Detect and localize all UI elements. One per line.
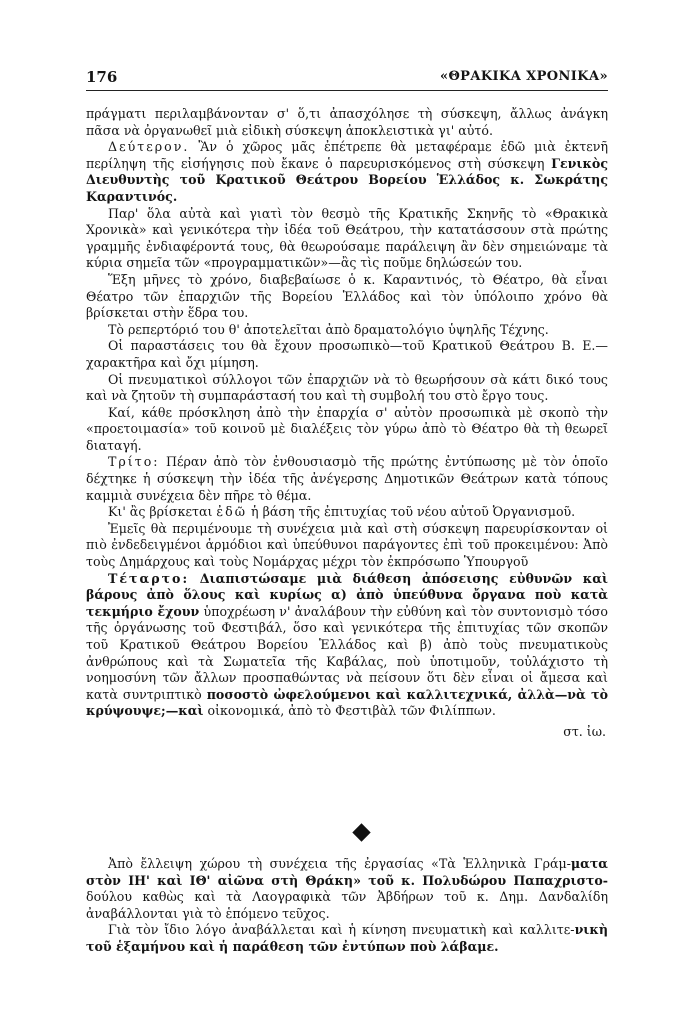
paragraph-5: Τὸ ρεπερτόριό του θ' ἀποτελεῖται ἀπὸ δραματολόγιο ὑψηλῆς Τέχνης. (108, 321, 549, 337)
paragraph-12-bold: Διαπιστώσαμε μιὰ διάθεση ἀπόσεισης εὐθυνῶν καὶ βάρους ἀπὸ ὅλους καὶ κυρίως α) ἀπὸ ὑπεύθυνα ὄργανα ποὺ κατὰ τεκμήριο ἔχουν (86, 570, 608, 619)
paragraph-2-bold: Γενικὸς Διευθυντὴς τοῦ Κρατικοῦ Θεάτρου Βορείου Ἑλλάδος κ. Σωκράτης Καραντινός. (86, 155, 608, 204)
paragraph-12 (86, 571, 608, 720)
editorial-note (86, 856, 608, 956)
paragraph-3: Παρ' ὅλα αὐτὰ καὶ γιατὶ τὸν θεσμὸ τῆς Κρατικῆς Σκηνῆς τὸ «Θρακικὰ Χρονικὰ» καὶ γενικότερα τὴν ἰδέα τοῦ Θεάτρου, τὴν κατατάσσουν στὰ πρώτης γραμμῆς ἐνδιαφέροντά τους, θὰ θεωρούσαμε παράλειψη ἂν δὲν σημειώναμε τὰ κύρια σημεῖα τῶν «προγραμματικῶν»—ἂς τὶς ποῦμε δηλώσεών του. (86, 205, 608, 271)
header-rule (86, 90, 608, 91)
paragraph-10-a: Κι' ἂς βρίσκεται (108, 504, 217, 520)
paragraph-10-b: ἡ βάση τῆς ἐπιτυχίας τοῦ νέου αὐτοῦ Ὀργανισμοῦ. (247, 504, 576, 520)
paragraph-9-text: Πέραν ἀπὸ τὸν ἐνθουσιασμὸ τῆς πρώτης ἐντύπωσης μὲ τὸν ὁποῖο δέχτηκε ἡ σύσκεψη τὴν ἰδέα τῆς ἀνέγερσης Δημοτικῶν Θεάτρων κατὰ τόπους καμμιὰ συνέχεια δὲν πῆρε τὸ θέμα. (86, 454, 608, 503)
section-label-third: Τρίτο: (108, 454, 160, 470)
note-1-bold: ματα στὸν ΙΗ' καὶ ΙΘ' αἰῶνα στὴ Θράκη» τοῦ κ. Πολυδώρου Παπαχριστο- (86, 856, 608, 888)
paragraph-8: Καί, κάθε πρόσκληση ἀπὸ τὴν ἐπαρχία σ' αὐτὸν προσωπικὰ μὲ σκοπὸ τὴν «προετοιμασία» τοῦ κοινοῦ μὲ διαλέξεις τὸν γύρω ἀπὸ τὸ Θέατρο θὰ τὴ θεωρεῖ διαταγή. (86, 404, 608, 453)
paragraph-1: πράγματι περιλαμβάνονταν σ' ὅ,τι ἀπασχόλησε τὴ σύσκεψη, ἄλλως ἀνάγκη πᾶσα νὰ ὀργανωθεῖ μιὰ εἰδικὴ σύσκεψη ἀποκλειστικὰ γι' αὐτό. (86, 106, 608, 138)
section-label-fourth: Τέταρτο: (108, 570, 190, 586)
paragraph-7: Οἱ πνευματικοὶ σύλλογοι τῶν ἐπαρχιῶν νὰ τὸ θεωρήσουν σὰ κάτι δικό τους καὶ νὰ ζητοῦν τὴ συμπαράστασή του καὶ τὴ συμβολή του στὸ ἔργο τους. (86, 371, 608, 404)
black-diamond-icon (352, 823, 370, 841)
note-paragraph-2 (86, 922, 608, 955)
note-paragraph-1 (86, 856, 608, 922)
running-head: «ΘΡΑΚΙΚΑ ΧΡΟΝΙΚΑ» (439, 69, 608, 84)
paragraph-12-text: ὑποχρέωση ν' ἀναλάβουν τὴν εὐθύνη καὶ τὸν συντονισμὸ τόσο τῆς ὀργάνωσης τοῦ Φεστιβάλ, ὅσο καὶ γενικότερα τῆς ἐπιτυχίας τῶν σκοπῶν τοῦ Κρατικοῦ Θεάτρου Βορείου Ἑλλάδος καὶ β) ἀπὸ τοὺς πνευματικοὺς ἀνθρώπους καὶ τὰ Σωματεῖα τῆς Καβάλας, ποὺ ὑποτιμοῦν, τοὐλάχιστο τὴ νοημοσύνη τῶν ἄλλων προσπαθώντας νὰ πείσουν ὅτι δὲν εἶναι οἱ ἄμεσα καὶ κατὰ συντριπτικὸ (86, 603, 608, 702)
paragraph-4: Ἕξη μῆνες τὸ χρόνο, διαβεβαίωσε ὁ κ. Καραντινός, τὸ Θέατρο, θὰ εἶναι Θέατρο τῶν ἐπαρχιῶν τῆς Βορείου Ἑλλάδος καὶ τὸν ὑπόλοιπο χρόνο θὰ βρίσκεται στὴν ἕδρα του. (86, 271, 608, 321)
section-label-second: Δεύτερον. (108, 139, 190, 155)
note-1-b: δούλου καθὼς καὶ τὰ Λαογραφικὰ τῶν Ἀβδήρων τοῦ κ. Δημ. Δανδαλίδη ἀναβάλλονται γιὰ τὸ ἑπόμενο τεῦχος. (86, 889, 608, 921)
note-2-a: Γιὰ τὸν ἴδιο λόγο ἀναβάλλεται καὶ ἡ κίνηση πνευματικὴ καὶ καλλιτε- (108, 922, 575, 938)
paragraph-12-end: οἰκονομικά, ἀπὸ τὸ Φεστιβὰλ τῶν Φιλίππων. (203, 703, 496, 719)
article-body (86, 106, 608, 741)
paragraph-11: Ἐμεῖς θὰ περιμένουμε τὴ συνέχεια μιὰ καὶ στὴ σύσκεψη παρευρίσκονταν οἱ πιὸ ἐνδεδειγμένοι ἁρμόδιοι καὶ ὑπεύθυνοι παράγοντες ἐπὶ τοῦ προκειμένου: Ἀπὸ τοὺς Δημάρχους καὶ τοὺς Νομάρχας μέχρι τὸν ἐκπρόσωπο Ὑπουργοῦ (86, 520, 608, 570)
note-1-a: Ἀπὸ ἔλλειψη χώρου τὴ συνέχεια τῆς ἐργασίας «Τὰ Ἑλληνικὰ Γράμ- (108, 856, 571, 871)
paragraph-10 (86, 504, 608, 521)
paragraph-12-bold-2: ποσοστὸ ὠφελούμενοι καὶ καλλιτεχνικά, ἀλλὰ—νὰ τὸ κρύψουψε;—καὶ (86, 686, 608, 719)
paragraph-2-text: Ἂν ὁ χῶρος μᾶς ἐπέτρεπε θὰ μεταφέραμε ἐδῶ μιὰ ἐκτενῆ περίληψη τῆς εἰσήγησις ποὺ ἔκανε ὁ παρευρισκόμενος στὴ σύσκεψη (86, 139, 608, 171)
paragraph-6: Οἱ παραστάσεις του θὰ ἔχουν προσωπικὸ—τοῦ Κρατικοῦ Θεάτρου Β. Ε.—χαρακτῆρα καὶ ὄχι μίμηση. (86, 338, 608, 370)
paragraph-2 (86, 139, 608, 205)
note-2-bold: νικὴ τοῦ ἑξαμήνου καὶ ἡ παράθεση τῶν ἐντύπων ποὺ λάβαμε. (86, 922, 608, 954)
paragraph-9 (86, 454, 608, 504)
page-number: 176 (86, 68, 118, 86)
paragraph-10-spaced: ἐδῶ (216, 504, 248, 520)
signature: στ. ἰω. (563, 723, 606, 739)
page-header (86, 66, 608, 90)
